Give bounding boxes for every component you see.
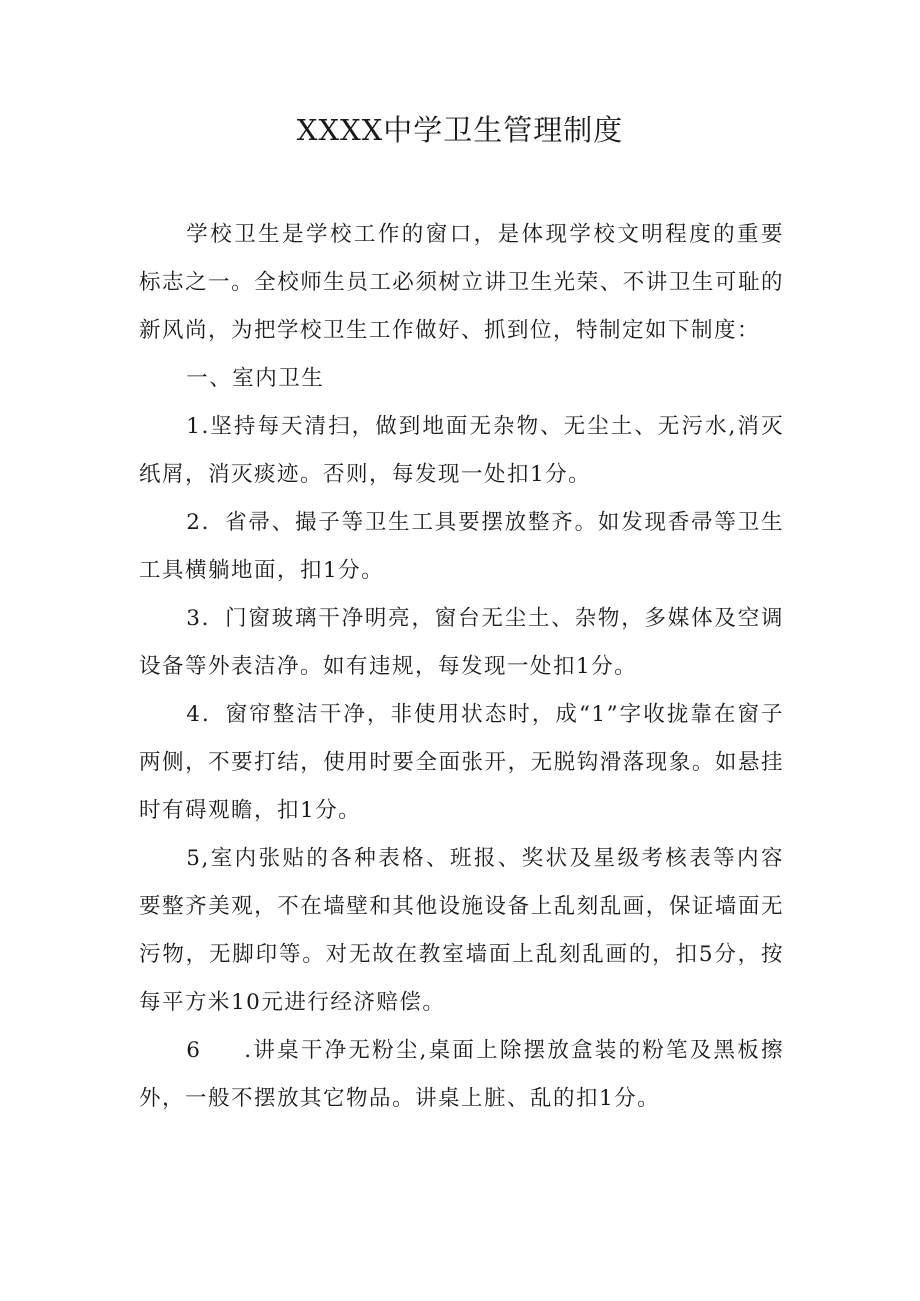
rule-item-5: 5,室内张贴的各种表格、班报、奖状及星级考核表等内容要整齐美观，不在墙壁和其他设施设备上乱刻乱画，保证墙面无污物，无脚印等。对无故在教室墙面上乱刻乱画的，扣5分，按每平方米10元进行经济赔偿。 [139, 846, 784, 1015]
rule-item-3: 3．门窗玻璃干净明亮，窗台无尘土、杂物，多媒体及空调设备等外表洁净。如有违规，每发现一处扣1分。 [139, 606, 784, 679]
rule-item-6-number: 6 [186, 1038, 202, 1063]
rule-item-2: 2．省帚、撮子等卫生工具要摆放整齐。如发现香帚等卫生工具横躺地面，扣1分。 [139, 510, 784, 583]
intro-paragraph: 学校卫生是学校工作的窗口，是体现学校文明程度的重要标志之一。全校师生员工必须树立讲卫生光荣、不讲卫生可耻的新风尚，为把学校卫生工作做好、抓到位，特制定如下制度： [139, 222, 784, 343]
rule-item-1: 1.坚持每天清扫，做到地面无杂物、无尘土、无污水,消灭纸屑，消灭痰迹。否则，每发现一处扣1分。 [139, 414, 784, 487]
rule-item-6 [139, 1027, 784, 1123]
rule-item-6-text: .讲桌干净无粉尘,桌面上除摆放盒装的粉笔及黑板擦外，一般不摆放其它物品。讲桌上脏、乱的扣1分。 [139, 1038, 784, 1111]
rule-item-4: 4．窗帘整洁干净，非使用状态时，成“1”字收拢靠在窗子两侧，不要打结，使用时要全面张开，无脱钩滑落现象。如悬挂时有碍观瞻，扣1分。 [139, 702, 784, 823]
document-title: XXXX中学卫生管理制度 [296, 113, 624, 147]
section-heading: 一、室内卫生 [186, 366, 325, 391]
document-body [139, 211, 784, 1123]
